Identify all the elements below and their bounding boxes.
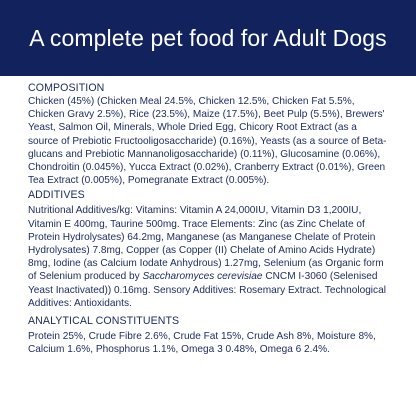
composition-section <box>28 82 390 187</box>
additives-text <box>28 204 390 310</box>
label-content <box>0 76 416 356</box>
additives-text-part-2: CNCM I-3060 (Selenised Yeast Inactivated)) 0.16mg. Sensory Additives: Rosemary Extract. Technological Additives: Antioxidants. <box>28 271 386 309</box>
analytical-text: Protein 25%, Crude Fibre 2.6%, Crude Fat 15%, Crude Ash 8%, Moisture 8%, Calcium 1.6%, Phosphorus 1.1%, Omega 3 0.48%, Omega 6 2.4%. <box>28 331 376 356</box>
additives-text-italic: Saccharomyces cerevisiae <box>142 271 263 283</box>
additives-section <box>28 189 390 310</box>
additives-text-part-1: Nutritional Additives/kg: Vitamins: Vitamin A 24,000IU, Vitamin D3 1,200IU, Vitamin E 400mg, Taurine 500mg. Trace Elements: Zinc (as Zinc Chelate of Protein Hydrolysates) 64.2mg, Manganese (as Manganese Chelate of Protein Hydrolysates) 7.8mg, Copper (as Copper (II) Chelate of Amino Acids Hydrate) 8mg, Iodine (as Calcium Iodate Anhydrous) 1.27mg, Selenium (as Organic form of Selenium produced by <box>28 205 384 283</box>
additives-heading: ADDITIVES <box>28 189 85 202</box>
composition-text: Chicken (45%) (Chicken Meal 24.5%, Chicken 12.5%, Chicken Fat 5.5%, Chicken Gravy 2.5%), Rice (23.5%), Maize (17.5%), Beet Pulp (5.5%), Brewers' Yeast, Salmon Oil, Minerals, Whole Dried Egg, Chicory Root Extract (as a source of Prebiotic Fructooligosaccharide) (0.16%), Yeasts (as a source of Beta-glucans and Prebiotic Mannanoligosaccharide) (0.11%), Glucosamine (0.06%), Chondroitin (0.045%), Yucca Extract (0.02%), Cranberry Extract (0.01%), Green Tea Extract (0.005%), Pomegranate Extract (0.005%). <box>28 96 387 187</box>
page-title: A complete pet food for Adult Dogs <box>29 24 387 51</box>
composition-heading: COMPOSITION <box>28 82 105 94</box>
analytical-section <box>28 315 390 356</box>
analytical-heading: ANALYTICAL CONSTITUENTS <box>28 315 180 328</box>
header-banner <box>0 0 416 76</box>
